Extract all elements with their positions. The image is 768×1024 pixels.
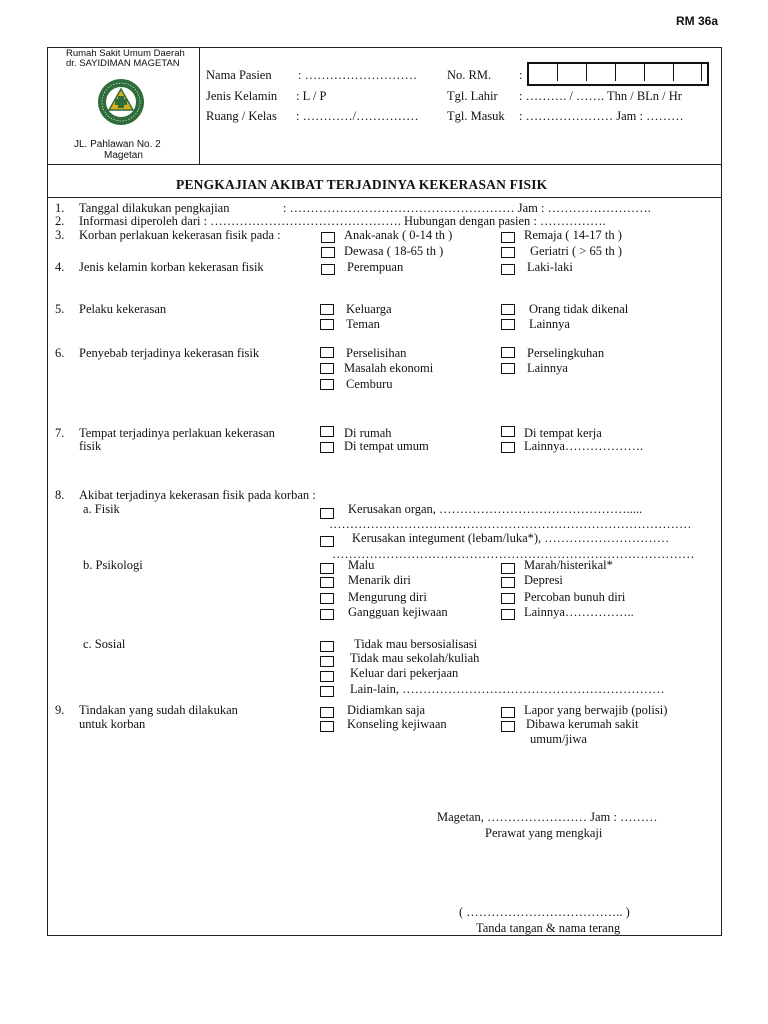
q8c-checkbox-job[interactable] xyxy=(320,671,334,682)
q7-checkbox-workplace[interactable] xyxy=(501,426,515,437)
q8b-checkbox-shame[interactable] xyxy=(320,563,334,574)
signature-role: Perawat yang mengkaji xyxy=(485,826,603,840)
form-code: RM 36a xyxy=(676,14,719,28)
q9-number: 9. xyxy=(55,703,65,717)
q4-option-female: Perempuan xyxy=(347,260,404,274)
rm-digit-cell xyxy=(681,64,702,81)
q8b-option-mental: Gangguan kejiwaan xyxy=(348,605,448,619)
q6-option-jealousy: Cemburu xyxy=(346,377,393,391)
rm-digit-cell xyxy=(624,64,645,81)
header-bottom-line xyxy=(47,164,721,165)
q8a-dots-line2[interactable]: …………………………………………………………………………… xyxy=(332,547,695,561)
q8c-checkbox-social[interactable] xyxy=(320,641,334,652)
hospital-address-line1: JL. Pahlawan No. 2 xyxy=(74,139,161,150)
rm-digit-cell xyxy=(566,64,587,81)
patient-name-field[interactable]: : ……………………… xyxy=(298,68,418,82)
q9-option-hospital: Dibawa kerumah sakit xyxy=(526,717,639,731)
q5-option-family: Keluarga xyxy=(346,302,392,316)
q8b-checkbox-depression[interactable] xyxy=(501,577,515,588)
q8b-label: b. Psikologi xyxy=(83,558,143,572)
q7-number: 7. xyxy=(55,426,65,440)
q4-checkbox-female[interactable] xyxy=(321,264,335,275)
q3-checkbox-geriatric[interactable] xyxy=(501,247,515,258)
q5-option-other: Lainnya xyxy=(529,317,570,331)
q3-number: 3. xyxy=(55,228,65,242)
hospital-address-line2: Magetan xyxy=(104,150,143,161)
q3-checkbox-teen[interactable] xyxy=(501,232,515,243)
q6-label: Penyebab terjadinya kekerasan fisik xyxy=(79,346,260,360)
q8a-label: a. Fisik xyxy=(83,502,120,516)
q5-checkbox-stranger[interactable] xyxy=(501,304,515,315)
signature-caption: Tanda tangan & nama terang xyxy=(476,921,621,935)
q8b-checkbox-anger[interactable] xyxy=(501,563,515,574)
q1-label: Tanggal dilakukan pengkajian xyxy=(79,201,230,215)
q8b-option-withdrawn: Menarik diri xyxy=(348,573,411,587)
q6-option-economic: Masalah ekonomi xyxy=(344,361,434,375)
q6-option-dispute: Perselisihan xyxy=(346,346,407,360)
admission-date-field[interactable]: : ………………… Jam : ……… xyxy=(519,109,684,123)
q8b-option-anger: Marah/histerikal* xyxy=(524,558,613,572)
q9-checkbox-police[interactable] xyxy=(501,707,515,718)
q2-number: 2. xyxy=(55,214,65,228)
q1-field[interactable]: : ……………………………………………… Jam : ……………………. xyxy=(283,201,651,215)
q3-checkbox-child[interactable] xyxy=(321,232,335,243)
q8b-option-isolation: Mengurung diri xyxy=(348,590,427,604)
q8-number: 8. xyxy=(55,488,65,502)
q5-checkbox-other[interactable] xyxy=(501,319,515,330)
q1-number: 1. xyxy=(55,201,65,215)
q6-checkbox-dispute[interactable] xyxy=(320,347,334,358)
q6-checkbox-economic[interactable] xyxy=(320,363,334,374)
q3-option-child: Anak-anak ( 0-14 th ) xyxy=(344,228,453,242)
q9-checkbox-ignored[interactable] xyxy=(320,707,334,718)
q6-checkbox-jealousy[interactable] xyxy=(320,379,334,390)
q8b-option-shame: Malu xyxy=(348,558,375,572)
q8b-checkbox-withdrawn[interactable] xyxy=(320,577,334,588)
q7-option-public: Di tempat umum xyxy=(344,439,429,453)
q8a-option-integument[interactable]: Kerusakan integument (lebam/luka*), ………………………… xyxy=(352,531,670,545)
q5-label: Pelaku kekerasan xyxy=(79,302,167,316)
q4-checkbox-male[interactable] xyxy=(501,264,515,275)
q8b-checkbox-other[interactable] xyxy=(501,609,515,620)
q8b-checkbox-isolation[interactable] xyxy=(320,593,334,604)
q6-option-other: Lainnya xyxy=(527,361,568,375)
patient-room-label: Ruang / Kelas xyxy=(206,109,277,123)
q5-checkbox-friend[interactable] xyxy=(320,319,334,330)
hospital-seal-icon xyxy=(97,78,145,126)
q9-option-ignored: Didiamkan saja xyxy=(347,703,426,717)
q5-number: 5. xyxy=(55,302,65,316)
q8a-checkbox-integument[interactable] xyxy=(320,536,334,547)
hospital-logo xyxy=(97,78,145,126)
q9-label: Tindakan yang sudah dilakukan xyxy=(79,703,238,717)
hospital-name-line1: Rumah Sakit Umum Daerah xyxy=(66,48,185,59)
q3-label: Korban perlakuan kekerasan fisik pada : xyxy=(79,228,281,242)
q5-checkbox-family[interactable] xyxy=(320,304,334,315)
q9-label-cont: untuk korban xyxy=(79,717,146,731)
q7-option-home: Di rumah xyxy=(344,426,392,440)
signature-place-date[interactable]: Magetan, …………………… Jam : ……… xyxy=(437,810,658,824)
rm-digit-cell xyxy=(537,64,558,81)
rm-digit-cell xyxy=(595,64,616,81)
q9-checkbox-hospital[interactable] xyxy=(501,721,515,732)
q9-option-counseling: Konseling kejiwaan xyxy=(347,717,447,731)
q7-option-other: Lainnya………………. xyxy=(524,439,644,453)
q9-checkbox-counseling[interactable] xyxy=(320,721,334,732)
q8c-option-social: Tidak mau bersosialisasi xyxy=(354,637,478,651)
title-bottom-line xyxy=(47,197,721,198)
q8c-option-job: Keluar dari pekerjaan xyxy=(350,666,459,680)
q7-checkbox-public[interactable] xyxy=(320,442,334,453)
q8c-option-other[interactable]: Lain-lain, ……………………………………………………… xyxy=(350,682,665,696)
q6-checkbox-affair[interactable] xyxy=(501,347,515,358)
rm-digit-cell xyxy=(653,64,674,81)
q8c-label: c. Sosial xyxy=(83,637,126,651)
q7-option-workplace: Di tempat kerja xyxy=(524,426,602,440)
patient-sex-label: Jenis Kelamin xyxy=(206,89,278,103)
q5-option-stranger: Orang tidak dikenal xyxy=(529,302,629,316)
q7-checkbox-other[interactable] xyxy=(501,442,515,453)
q8b-checkbox-mental[interactable] xyxy=(320,609,334,620)
q4-number: 4. xyxy=(55,260,65,274)
q3-option-geriatric: Geriatri ( > 65 th ) xyxy=(530,244,623,258)
dob-field[interactable]: : ………. / ……. Thn / BLn / Hr xyxy=(519,89,682,103)
q8b-option-suicide: Percoban bunuh diri xyxy=(524,590,626,604)
q3-checkbox-adult[interactable] xyxy=(321,247,335,258)
patient-sex-field[interactable]: : L / P xyxy=(296,89,327,103)
rm-number-label: No. RM. xyxy=(447,68,492,82)
q8a-dots-line1[interactable]: …………………………………………………………………………… xyxy=(329,517,692,531)
q5-option-friend: Teman xyxy=(346,317,380,331)
q2-label[interactable]: Informasi diperoleh dari : ………………………………………. Hubungan dengan pasien : ……………. xyxy=(79,214,606,228)
q6-option-affair: Perselingkuhan xyxy=(527,346,605,360)
patient-room-field[interactable]: : …………/…………… xyxy=(296,109,419,123)
q8a-option-organ[interactable]: Kerusakan organ, ………………………………………..... xyxy=(348,502,643,516)
q9-option-police: Lapor yang berwajib (polisi) xyxy=(524,703,668,717)
form-title: PENGKAJIAN AKIBAT TERJADINYA KEKERASAN FISIK xyxy=(176,177,548,192)
q4-option-male: Laki-laki xyxy=(527,260,573,274)
signature-name-line[interactable]: ( ……………………………….. ) xyxy=(459,905,630,919)
hospital-name-line2: dr. SAYIDIMAN MAGETAN xyxy=(66,58,180,69)
q8b-checkbox-suicide[interactable] xyxy=(501,593,515,604)
admission-date-label: Tgl. Masuk xyxy=(447,109,505,123)
patient-name-label: Nama Pasien xyxy=(206,68,272,82)
q8c-option-school: Tidak mau sekolah/kuliah xyxy=(350,651,480,665)
q7-checkbox-home[interactable] xyxy=(320,426,334,437)
q8b-option-depression: Depresi xyxy=(524,573,563,587)
q7-label-cont: fisik xyxy=(79,439,102,453)
q9-option-hospital-cont: umum/jiwa xyxy=(530,732,587,746)
q7-label: Tempat terjadinya perlakuan kekerasan xyxy=(79,426,275,440)
q3-option-adult: Dewasa ( 18-65 th ) xyxy=(344,244,444,258)
q6-checkbox-other[interactable] xyxy=(501,363,515,374)
dob-label: Tgl. Lahir xyxy=(447,89,498,103)
q8c-checkbox-other[interactable] xyxy=(320,686,334,697)
rm-number-colon: : xyxy=(519,68,523,82)
header-divider xyxy=(199,47,200,164)
q8-label: Akibat terjadinya kekerasan fisik pada korban : xyxy=(79,488,316,502)
q3-option-teen: Remaja ( 14-17 th ) xyxy=(524,228,622,242)
q6-number: 6. xyxy=(55,346,65,360)
q8b-option-other[interactable]: Lainnya…………….. xyxy=(524,605,634,619)
q8c-checkbox-school[interactable] xyxy=(320,656,334,667)
q4-label: Jenis kelamin korban kekerasan fisik xyxy=(79,260,264,274)
